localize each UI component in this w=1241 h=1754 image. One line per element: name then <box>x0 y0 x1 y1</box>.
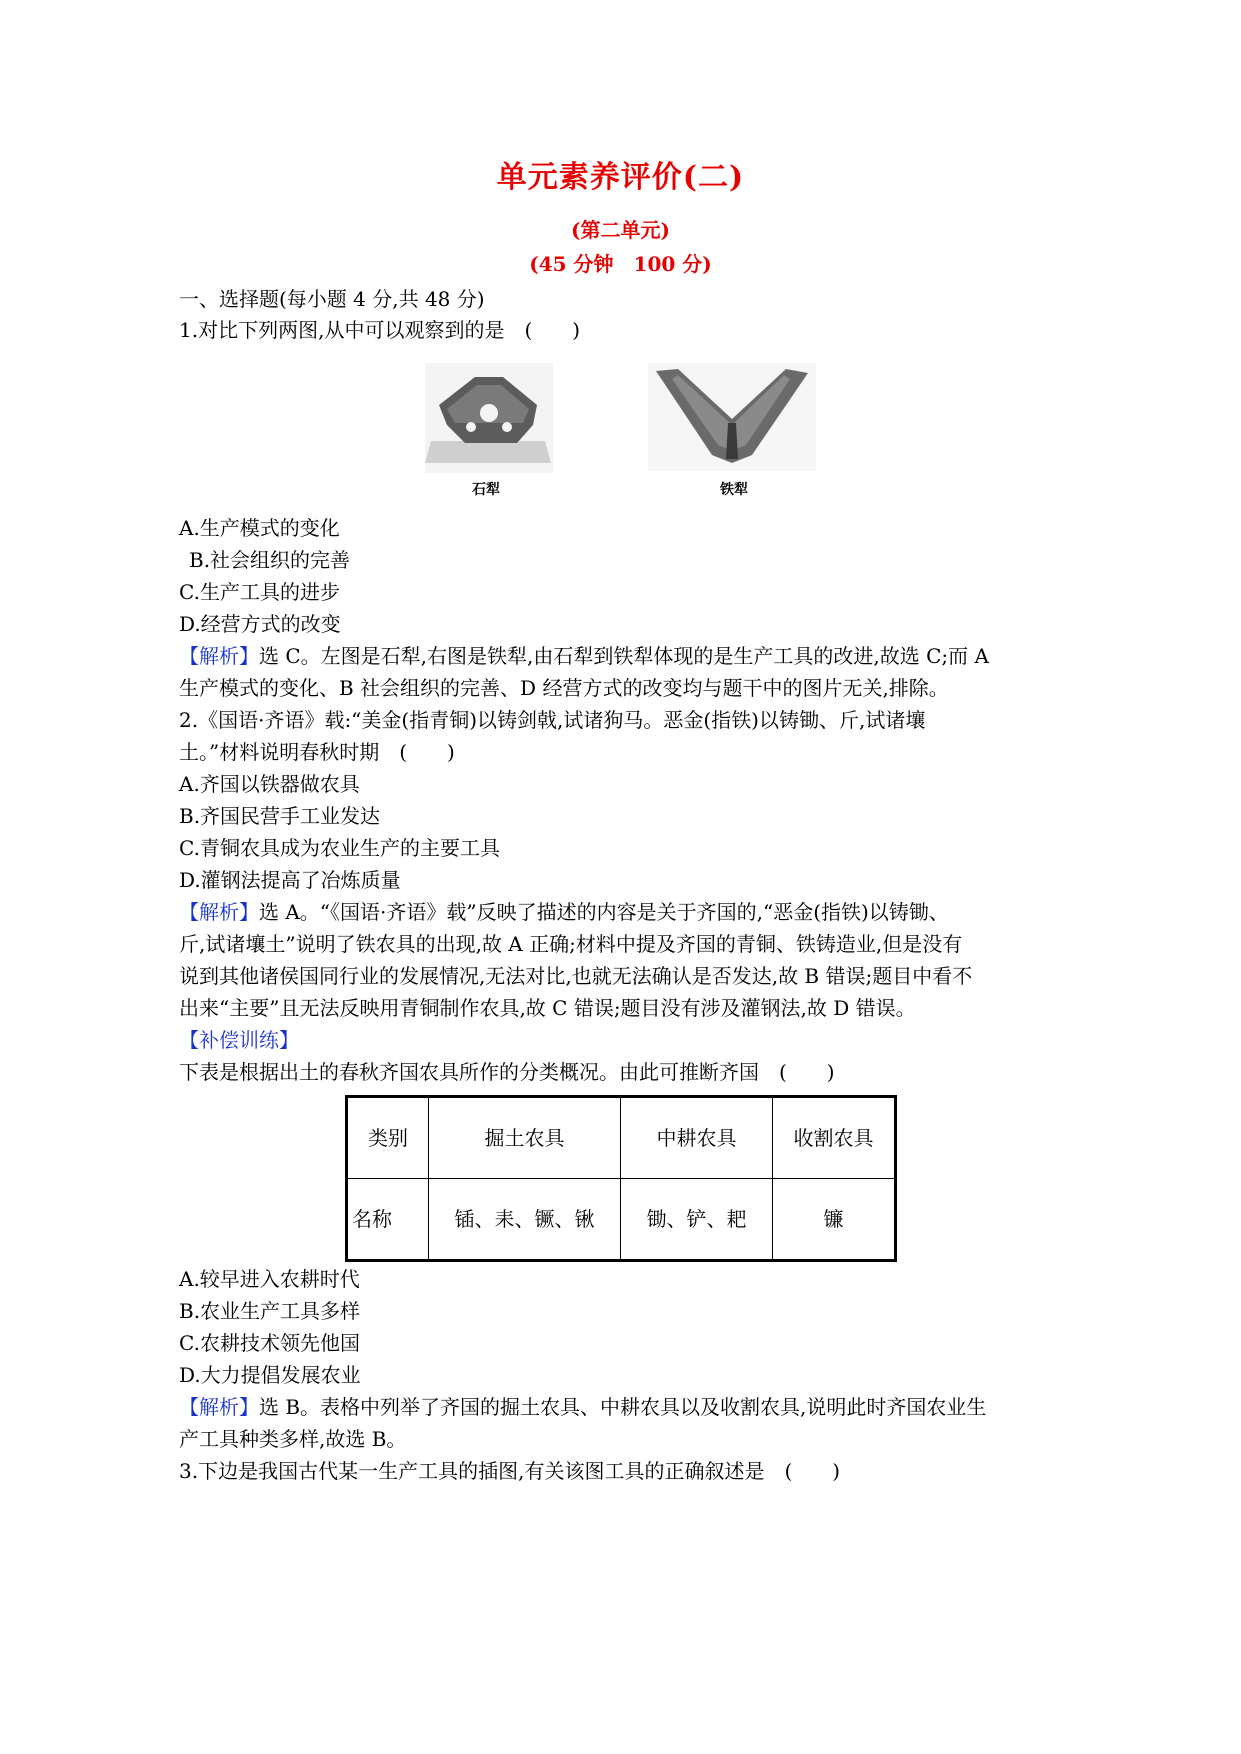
unit-subtitle: (第二单元) <box>571 218 670 242</box>
table-cell: 中耕农具 <box>621 1097 773 1179</box>
time-score-subtitle: (45 分钟 100 分) <box>529 252 712 276</box>
table-row <box>347 1097 896 1179</box>
analysis-text: 选 B。表格中列举了齐国的掘土农具、中耕农具以及收割农具,说明此时齐国农业生 <box>259 1395 987 1419</box>
q1-analysis-line2: 生产模式的变化、B 社会组织的完善、D 经营方式的改变均与题干中的图片无关,排除。 <box>179 676 949 700</box>
supplement-label: 【补偿训练】 <box>179 1028 299 1052</box>
q2-analysis-line3: 说到其他诸侯国同行业的发展情况,无法对比,也就无法确认是否发达,故 B 错误;题目中看不 <box>179 964 973 988</box>
q2-stem-line1: 2.《国语·齐语》载:“美金(指青铜)以铸剑戟,试诸狗马。恶金(指铁)以铸锄、斤,试诸壤 <box>179 708 926 732</box>
q2-analysis-line4: 出来“主要”且无法反映用青铜制作农具,故 C 错误;题目没有涉及灌钢法,故 D 错误。 <box>179 996 916 1020</box>
stone-plow-image <box>425 363 553 473</box>
supplement-analysis-line1 <box>179 1391 986 1423</box>
q2-analysis-line2: 斤,试诸壤土”说明了铁农具的出现,故 A 正确;材料中提及齐国的青铜、铁铸造业,但是没有 <box>179 932 963 956</box>
supplement-option-b: B.农业生产工具多样 <box>179 1299 361 1323</box>
q1-analysis-line1 <box>179 640 989 672</box>
table-cell: 类别 <box>347 1097 429 1179</box>
q1-option-a: A.生产模式的变化 <box>179 516 340 540</box>
q3-stem: 3.下边是我国古代某一生产工具的插图,有关该图工具的正确叙述是 ( ) <box>179 1459 841 1483</box>
analysis-label: 【解析】 <box>179 1395 259 1419</box>
q2-stem-line2: 土。”材料说明春秋时期 ( ) <box>179 740 455 764</box>
q2-option-d: D.灌钢法提高了冶炼质量 <box>179 868 401 892</box>
q1-option-b: B.社会组织的完善 <box>189 548 351 572</box>
table-cell: 掘土农具 <box>429 1097 621 1179</box>
q1-option-c: C.生产工具的进步 <box>179 580 340 604</box>
supplement-option-d: D.大力提倡发展农业 <box>179 1363 361 1387</box>
analysis-label: 【解析】 <box>179 644 259 668</box>
analysis-text: 选 A。“《国语·齐语》载”反映了描述的内容是关于齐国的,“恶金(指铁)以铸锄、 <box>259 900 949 924</box>
page-title: 单元素养评价(二) <box>496 160 745 195</box>
table-cell: 锄、铲、耙 <box>621 1179 773 1261</box>
iron-plow-caption: 铁犁 <box>720 482 748 498</box>
supplement-stem: 下表是根据出土的春秋齐国农具所作的分类概况。由此可推断齐国 ( ) <box>179 1060 835 1084</box>
table-cell: 锸、耒、镢、锹 <box>429 1179 621 1261</box>
table-cell: 收割农具 <box>773 1097 896 1179</box>
table-cell: 名称 <box>347 1179 429 1261</box>
q2-option-a: A.齐国以铁器做农具 <box>179 772 360 796</box>
analysis-label: 【解析】 <box>179 900 259 924</box>
analysis-text: 选 C。左图是石犁,右图是铁犁,由石犁到铁犁体现的是生产工具的改进,故选 C;而 A <box>259 644 989 668</box>
q2-option-c: C.青铜农具成为农业生产的主要工具 <box>179 836 500 860</box>
section-heading: 一、选择题(每小题 4 分,共 48 分) <box>179 287 485 311</box>
stone-plow-caption: 石犁 <box>472 482 500 498</box>
supplement-analysis-line2: 产工具种类多样,故选 B。 <box>179 1427 407 1451</box>
supplement-option-a: A.较早进入农耕时代 <box>179 1267 360 1291</box>
supplement-option-c: C.农耕技术领先他国 <box>179 1331 360 1355</box>
iron-plow-image <box>648 363 816 471</box>
q2-option-b: B.齐国民营手工业发达 <box>179 804 381 828</box>
table-row <box>347 1179 896 1261</box>
farm-tools-table <box>345 1095 897 1262</box>
q1-option-d: D.经营方式的改变 <box>179 612 341 636</box>
q1-stem: 1.对比下列两图,从中可以观察到的是 ( ) <box>179 318 581 342</box>
table-cell: 镰 <box>773 1179 896 1261</box>
q2-analysis-line1 <box>179 896 949 928</box>
